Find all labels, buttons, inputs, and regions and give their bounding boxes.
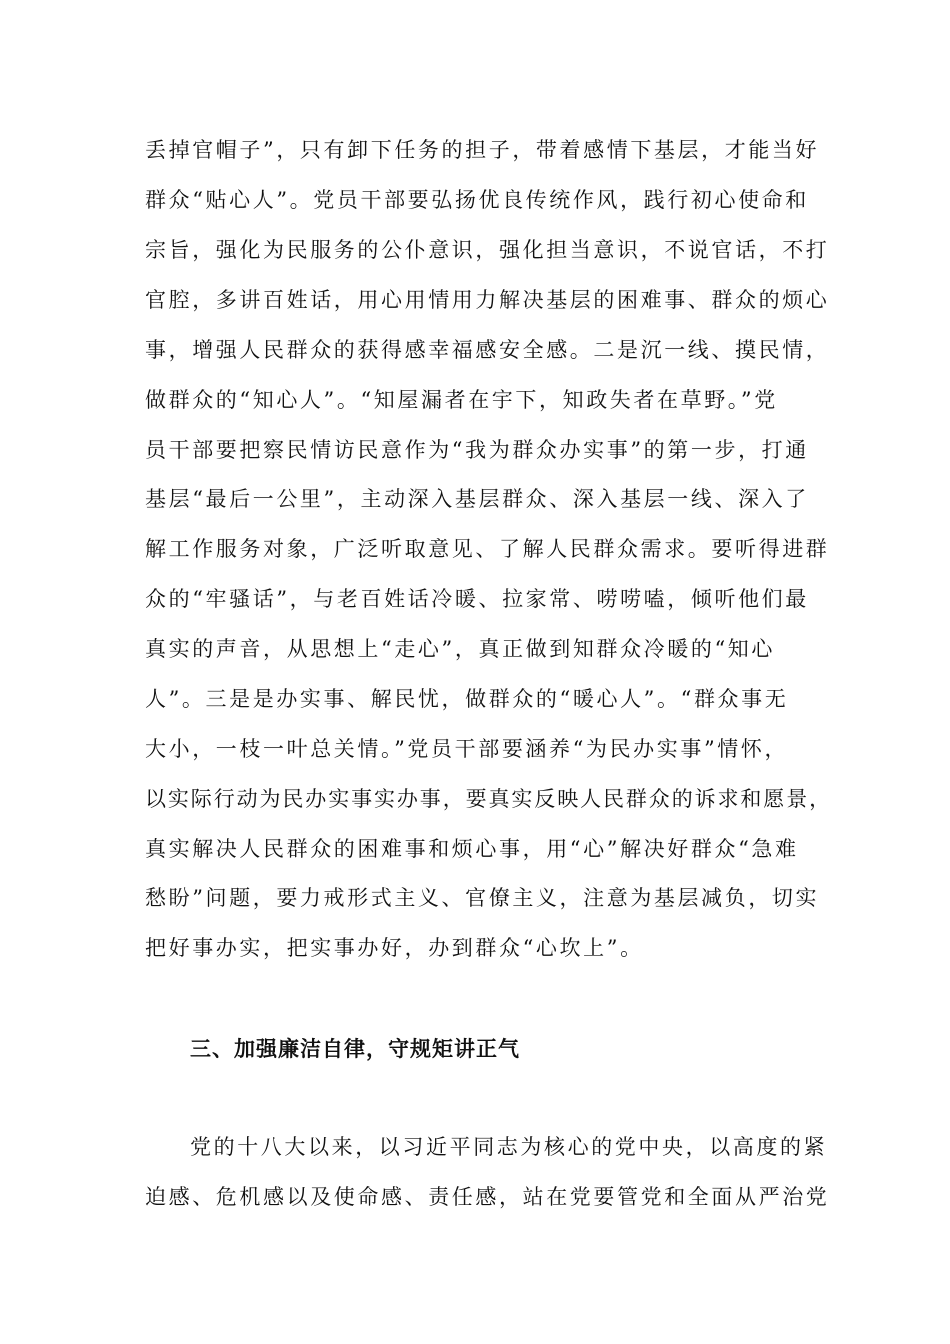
paragraph-line: 大小，一枝一叶总关情。”党员干部要涵养“为民办实事”情怀， — [145, 737, 789, 761]
paragraph-line: 群众“贴心人”。党员干部要弘扬优良传统作风，践行初心使命和 — [145, 188, 809, 212]
paragraph-line: 党的十八大以来，以习近平同志为核心的党中央，以高度的紧 — [190, 1135, 828, 1159]
paragraph-line: 愁盼”问题，要力戒形式主义、官僚主义，注意为基层减负，切实 — [145, 886, 820, 910]
paragraph-line: 以实际行动为民办实事实办事，要真实反映人民群众的诉求和愿景， — [145, 787, 832, 811]
section-heading: 三、加强廉洁自律，守规矩讲正气 — [190, 1036, 520, 1061]
paragraph-line: 丢掉官帽子”，只有卸下任务的担子，带着感情下基层，才能当好 — [145, 138, 820, 162]
paragraph-line: 官腔，多讲百姓话，用心用情用力解决基层的困难事、群众的烦心 — [145, 288, 830, 312]
paragraph-line: 真实的声音，从思想上“走心”，真正做到知群众冷暖的“知心 — [145, 637, 776, 661]
paragraph-line: 迫感、危机感以及使命感、责任感，站在党要管党和全面从严治党 — [145, 1185, 830, 1209]
paragraph-line: 基层“最后一公里”，主动深入基层群众、深入基层一线、深入了 — [145, 487, 809, 511]
paragraph-line: 宗旨，强化为民服务的公仆意识，强化担当意识，不说官话，不打 — [145, 238, 830, 262]
paragraph-line: 员干部要把察民情访民意作为“我为群众办实事”的第一步，打通 — [145, 438, 809, 462]
paragraph-line: 人”。三是是办实事、解民忧，做群众的“暖心人”。“群众事无 — [145, 687, 789, 711]
paragraph-line: 解工作服务对象，广泛听取意见、了解人民群众需求。要听得进群 — [145, 537, 830, 561]
paragraph-line: 做群众的“知心人”。“知屋漏者在宇下，知政失者在草野。”党 — [145, 388, 778, 412]
paragraph-line: 事，增强人民群众的获得感幸福感安全感。二是沉一线、摸民情， — [145, 338, 830, 362]
paragraph-line: 众的“牢骚话”，与老百姓话冷暖、拉家常、唠唠嗑，倾听他们最 — [145, 587, 809, 611]
paragraph-line: 真实解决人民群众的困难事和烦心事，用“心”解决好群众“急难 — [145, 837, 799, 861]
paragraph-line: 把好事办实，把实事办好，办到群众“心坎上”。 — [145, 936, 644, 960]
